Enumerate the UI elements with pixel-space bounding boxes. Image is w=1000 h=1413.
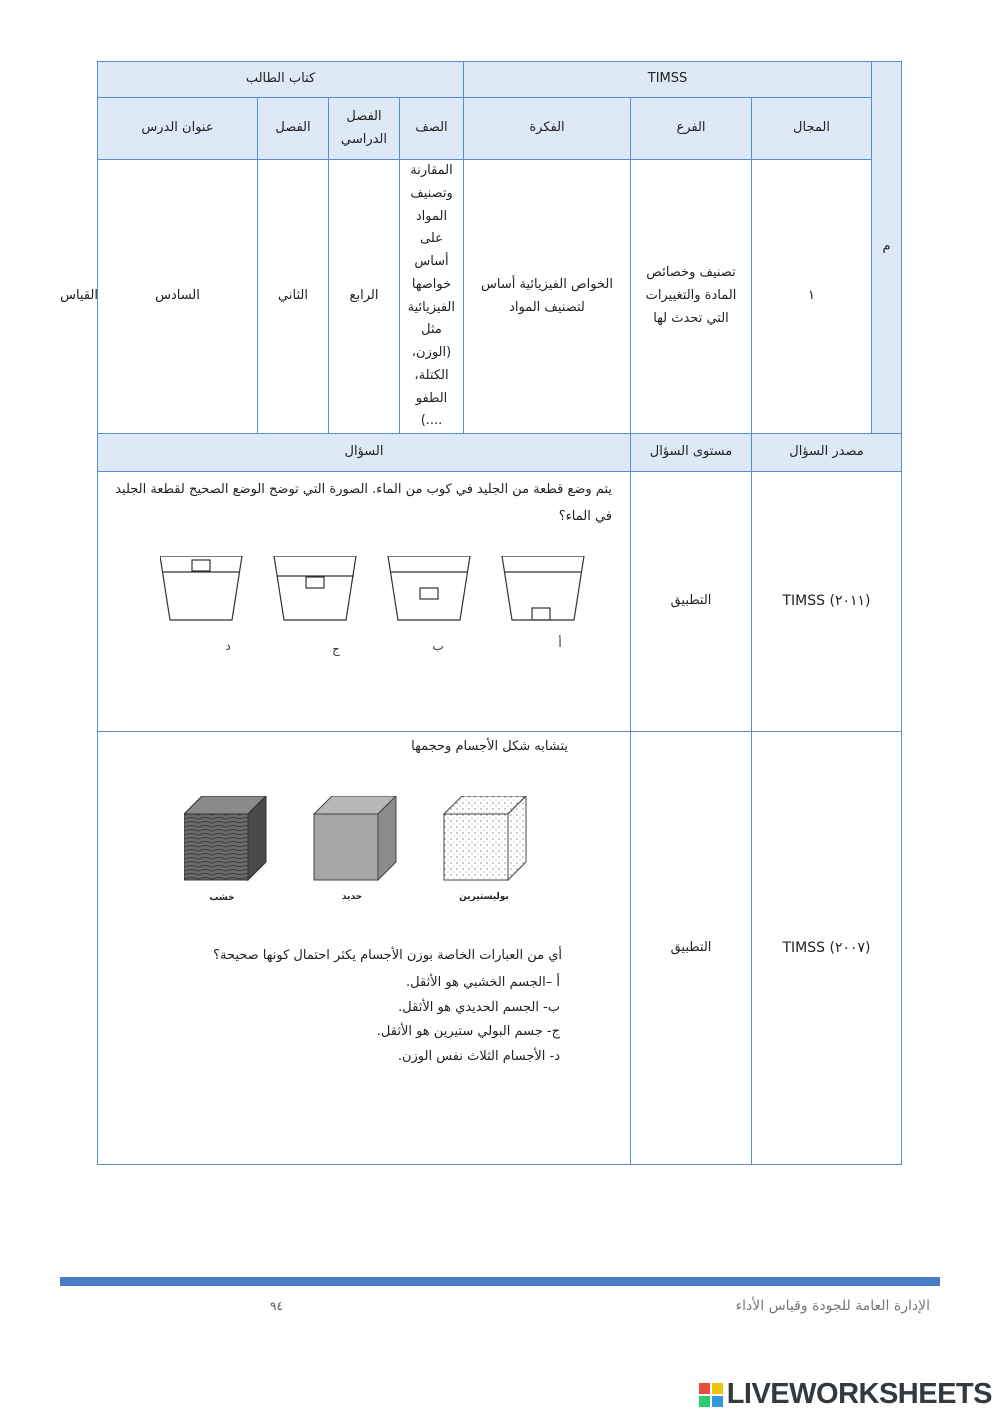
- cup-d: [160, 556, 242, 620]
- label-a: أ: [558, 636, 562, 650]
- q2-option-c: ج- جسم البولي ستيرين هو الأثقل.: [376, 1024, 560, 1040]
- cup-b: [388, 556, 470, 620]
- label-b: ب: [432, 639, 444, 653]
- lesson-title-header: عنوان الدرس: [98, 98, 258, 160]
- grade-header: الصف: [400, 98, 464, 160]
- domain-header: المجال: [752, 98, 872, 160]
- row-number: ١: [752, 160, 872, 434]
- q1-question-cell: [98, 472, 631, 732]
- q1-question-text: يتم وضع قطعة من الجليد في كوب من الماء. الصورة التي توضح الوضع الصحيح لقطعة الجليد في الماء؟: [115, 482, 612, 525]
- label-j: ج: [332, 642, 340, 656]
- footer-bar: [60, 1277, 940, 1286]
- branch-header: الفرع: [631, 98, 752, 160]
- unit-header: الفصل: [258, 98, 329, 160]
- cup-j: [274, 556, 356, 620]
- grade-value: الرابع: [329, 160, 400, 434]
- idea-header: الفكرة: [464, 98, 631, 160]
- semester-header: الفصل الدراسي: [329, 98, 400, 160]
- unit-value: السادس: [98, 160, 258, 434]
- q1-level: التطبيق: [631, 472, 752, 732]
- cubes-figure: [184, 796, 544, 916]
- q2-option-a: أ –الجسم الخشبي هو الأثقل.: [406, 974, 560, 990]
- q2-question-cell: [98, 732, 631, 1165]
- wood-cube: [184, 796, 266, 880]
- q2-question-text: أي من العبارات الخاصة بوزن الأجسام يكثر احتمال كونها صحيحة؟: [213, 948, 562, 963]
- idea-value: المقارنة وتصنيف المواد على أساس خواصها الفيزيائية مثل (الوزن، الكتلة، الطفو ....): [400, 160, 464, 434]
- wood-label: خشب: [209, 893, 235, 903]
- student-book-header: كتاب الطالب: [98, 62, 464, 98]
- page-number: ٩٤: [270, 1299, 283, 1313]
- branch-value: الخواص الفيزيائية أساس لتصنيف المواد: [464, 160, 631, 434]
- label-d: د: [225, 639, 231, 653]
- q2-source: TIMSS (٢٠٠٧): [752, 732, 902, 1165]
- cups-figure: [160, 556, 600, 666]
- timss-header: TIMSS: [464, 62, 872, 98]
- level-header: مستوى السؤال: [631, 434, 752, 472]
- domain-value: تصنيف وخصائص المادة والتغييرات التي تحدث لها: [631, 160, 752, 434]
- polystyrene-label: بوليستيرين: [459, 892, 509, 902]
- q2-options-list: [142, 973, 562, 1068]
- curriculum-table: م TIMSS كتاب الطالب المجال الفرع الفكرة الصف الفصل الدراسي الفصل عنوان الدرس ١ تصنيف وخصائص المادة والتغييرات التي تحدث لها الخواص الفيزيائية أساس لتصنيف المواد المقارنة وتصنيف المواد على أساس خواصها الفيزيائية مثل (الوزن، الكتلة، الطفو ....) الرابع الثاني السادس القياس مصدر السؤال مستوى السؤال السؤال TIMSS (٢٠١١) التطبيق يتم وضع قطعة من الجليد في كوب من الماء. الصورة التي توضح الوضع الصحيح لقطعة الجليد في الماء؟ د ج ب أ TIMSS (٢٠٠٧) التطبيق يتشابه شكل الأجسام وحجمها خشب حديد بوليستيرين أي من العبارات الخاصة بوزن الأجسام يكثر احتمال كونها صحيحة؟ أ –الجسم الخشبي هو الأثقل. ب- الجسم الحديدي هو الأثقل. ج- جسم البولي ستيرين هو الأثقل. د- الأجسام الثلاث نفس الوزن.: [97, 61, 902, 1165]
- department-name: الإدارة العامة للجودة وقياس الأداء: [735, 1298, 930, 1314]
- question-header: السؤال: [98, 434, 631, 472]
- cup-a: [502, 556, 584, 620]
- q1-source: TIMSS (٢٠١١): [752, 472, 902, 732]
- col-m-header: م: [872, 62, 902, 434]
- q2-intro: يتشابه شكل الأجسام وحجمها: [411, 739, 568, 754]
- q2-option-d: د- الأجسام الثلاث نفس الوزن.: [397, 1049, 560, 1065]
- iron-label: حديد: [341, 892, 363, 902]
- liveworksheets-wordmark: LIVEWORKSHEETS: [726, 1378, 992, 1410]
- source-header: مصدر السؤال: [752, 434, 902, 472]
- q2-question-block: [142, 946, 562, 1072]
- polystyrene-cube: [444, 796, 526, 880]
- iron-cube: [314, 796, 396, 880]
- q2-level: التطبيق: [631, 732, 752, 1165]
- q2-option-b: ب- الجسم الحديدي هو الأثقل.: [398, 999, 560, 1015]
- liveworksheets-brand[interactable]: [699, 1378, 992, 1411]
- liveworksheets-logo-icon: [699, 1383, 723, 1407]
- semester-value: الثاني: [258, 160, 329, 434]
